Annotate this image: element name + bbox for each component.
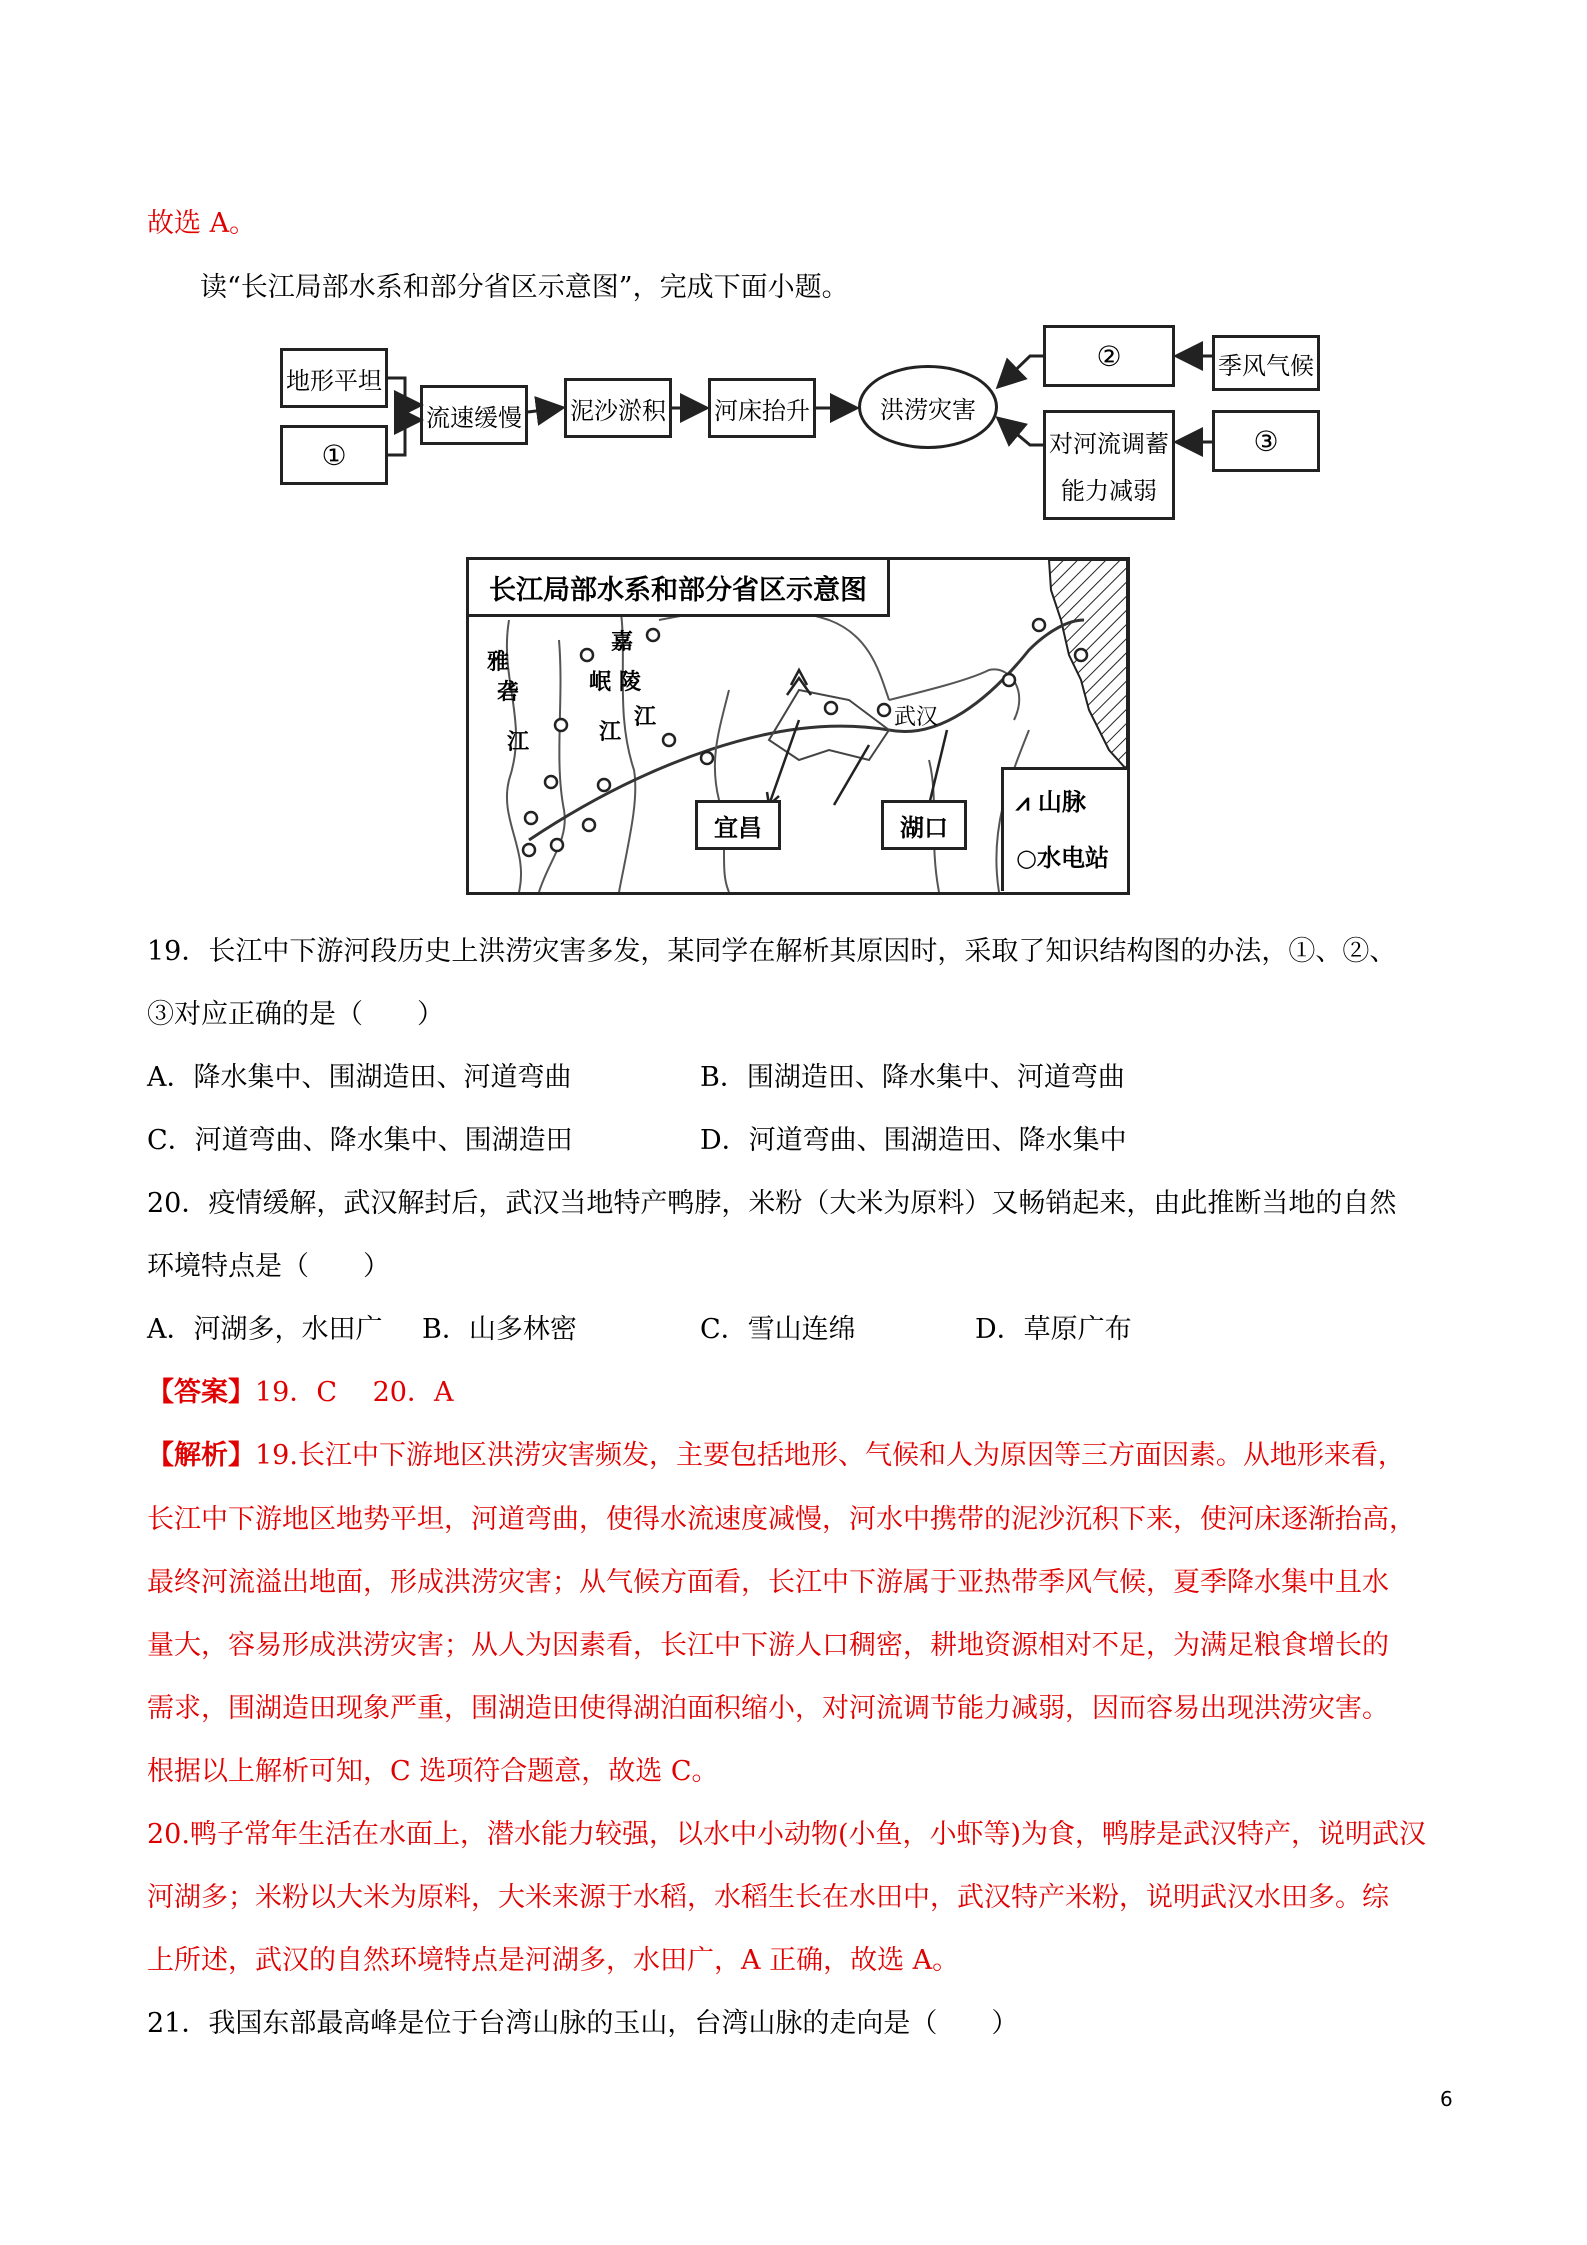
q20-option-b: B．山多林密 xyxy=(422,1314,577,1345)
answer-line xyxy=(147,1373,453,1413)
q19-stem-1: 19．长江中下游河段历史上洪涝灾害多发，某同学在解析其原因时，采取了知识结构图的办法，①、②、 xyxy=(147,936,1397,967)
q19-stem-2: ③对应正确的是（ ） xyxy=(147,999,444,1030)
hukou-box: 湖口 xyxy=(881,800,967,850)
label-jia3: 陵 xyxy=(619,670,642,695)
label-jia1: 嘉 xyxy=(611,630,634,655)
reading-instruction: 读“长江局部水系和部分省区示意图”，完成下面小题。 xyxy=(200,272,849,303)
q20-stem-1: 20．疫情缓解，武汉解封后，武汉当地特产鸭脖，米粉（大米为原料）又畅销起来，由此推断当地的自然 xyxy=(147,1188,1397,1219)
regulate-line2: 能力减弱 xyxy=(1061,477,1157,505)
q20-option-d: D．草原广布 xyxy=(975,1314,1132,1345)
q20-stem-2: 环境特点是（ ） xyxy=(147,1251,390,1282)
label-jia2: 岷 xyxy=(589,670,612,695)
q19-option-a: A．降水集中、围湖造田、河道弯曲 xyxy=(147,1062,572,1093)
label-jia5: 江 xyxy=(634,705,657,730)
map-legend xyxy=(1001,767,1127,891)
explanation-line-8: 河湖多；米粉以大米为原料，大米来源于水稻，水稻生长在水田中，武汉特产米粉，说明武汉水田多。综 xyxy=(147,1882,1389,1913)
label-ya3: 江 xyxy=(507,730,530,755)
mountain-icon: ⩘ xyxy=(1016,788,1030,816)
explanation-line-5: 需求，围湖造田现象严重，围湖造田使得湖泊面积缩小，对河流调节能力减弱，因而容易出现洪涝灾害。 xyxy=(147,1693,1389,1724)
explanation-line-7: 20.鸭子常年生活在水面上，潜水能力较强，以水中小动物(小鱼，小虾等)为食，鸭脖是武汉特产，说明武汉 xyxy=(147,1819,1427,1850)
label-jia4: 江 xyxy=(599,720,622,745)
monsoon-box: 季风气候 xyxy=(1212,335,1320,391)
station-icon: ○ xyxy=(1016,844,1037,872)
q19-option-d: D．河道弯曲、围湖造田、降水集中 xyxy=(700,1125,1127,1156)
q20-option-a: A．河湖多，水田广 xyxy=(147,1314,383,1345)
page-number: 6 xyxy=(1440,2087,1453,2111)
explanation-line-3: 最终河流溢出地面，形成洪涝灾害；从气候方面看，长江中下游属于亚热带季风气候，夏季降水集中且水 xyxy=(147,1567,1389,1598)
legend-station-label: 水电站 xyxy=(1036,844,1109,872)
explanation-line-4: 量大，容易形成洪涝灾害；从人为因素看，长江中下游人口稠密，耕地资源相对不足，为满足粮食增长的 xyxy=(147,1630,1389,1661)
label-ya2: 砻 xyxy=(497,680,520,705)
map-title: 长江局部水系和部分省区示意图 xyxy=(469,560,890,617)
q19-option-b: B．围湖造田、降水集中、河道弯曲 xyxy=(700,1062,1125,1093)
slow-flow-box: 流速缓慢 xyxy=(420,385,528,445)
yichang-box: 宜昌 xyxy=(695,800,781,850)
explanation-line-9: 上所述，武汉的自然环境特点是河湖多，水田广，A 正确，故选 A。 xyxy=(147,1945,960,1976)
regulate-line1: 对河流调蓄 xyxy=(1049,430,1169,458)
explanation-line-2: 长江中下游地区地势平坦，河道弯曲，使得水流速度减慢，河水中携带的泥沙沉积下来，使河床逐渐抬高， xyxy=(147,1504,1416,1535)
yangtze-map xyxy=(466,557,1130,895)
circle3-box: ③ xyxy=(1212,410,1320,472)
circle1-box: ① xyxy=(280,425,388,485)
answer-tag: 【答案】 xyxy=(147,1377,255,1408)
terrain-box: 地形平坦 xyxy=(280,348,388,408)
prev-answer-line: 故选 A。 xyxy=(147,208,257,239)
label-wuhan: 武汉 xyxy=(894,705,939,730)
explanation-text-1: 19.长江中下游地区洪涝灾害频发，主要包括地形、气候和人为原因等三方面因素。从地形来看， xyxy=(255,1440,1405,1471)
flowchart-arrows xyxy=(0,0,1587,560)
explanation-line-6: 根据以上解析可知，C 选项符合题意，故选 C。 xyxy=(147,1756,719,1787)
legend-mountain xyxy=(1016,782,1086,817)
explanation-line-1 xyxy=(147,1436,1405,1476)
flood-ellipse: 洪涝灾害 xyxy=(858,365,998,449)
q20-option-c: C．雪山连绵 xyxy=(700,1314,856,1345)
q21-stem: 21．我国东部最高峰是位于台湾山脉的玉山，台湾山脉的走向是（ ） xyxy=(147,2008,1019,2039)
riverbed-box: 河床抬升 xyxy=(708,378,816,438)
label-ya1: 雅 xyxy=(487,650,510,675)
legend-station xyxy=(1016,838,1109,873)
silt-box: 泥沙淤积 xyxy=(564,378,672,438)
circle2-box: ② xyxy=(1043,325,1175,387)
answer-text: 19．C 20．A xyxy=(255,1377,454,1408)
legend-mountain-label: 山脉 xyxy=(1037,788,1086,816)
q19-option-c: C．河道弯曲、降水集中、围湖造田 xyxy=(147,1125,573,1156)
explanation-tag: 【解析】 xyxy=(147,1440,255,1471)
